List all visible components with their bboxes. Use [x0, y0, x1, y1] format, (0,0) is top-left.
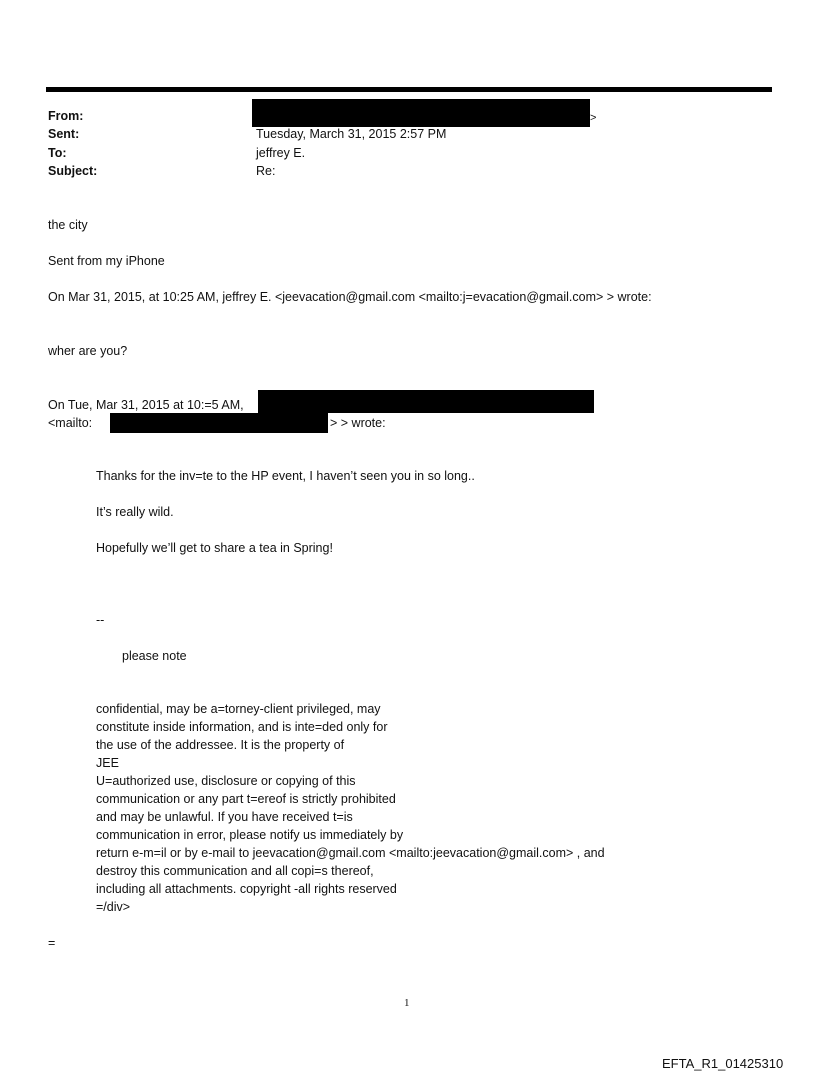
- disclaimer-line: constitute inside information, and is inte=ded only for: [96, 720, 388, 734]
- redaction-from: [252, 99, 590, 127]
- quote1-text: wher are you?: [48, 344, 128, 358]
- header-rule: [46, 87, 772, 92]
- quote1-header: On Mar 31, 2015, at 10:25 AM, jeffrey E. <jeevacation@gmail.com <mailto:j=evacation@gmail.com> > wrote:: [48, 290, 652, 304]
- sent-value: Tuesday, March 31, 2015 2:57 PM: [256, 127, 447, 141]
- disclaimer-line: JEE: [96, 756, 119, 770]
- quote2-header-b-suffix: > > wrote:: [330, 416, 386, 430]
- message-line-3: Hopefully we’ll get to share a tea in Spring!: [96, 541, 333, 555]
- body-line-1: the city: [48, 218, 88, 232]
- trailing-equals: =: [48, 936, 56, 950]
- document-id: EFTA_R1_01425310: [662, 1056, 784, 1071]
- disclaimer-line: including all attachments. copyright -all rights reserved: [96, 882, 397, 896]
- disclaimer-line: communication in error, please notify us immediately by: [96, 828, 404, 842]
- redaction-quote2-b: [110, 413, 328, 433]
- from-label: From:: [48, 109, 84, 123]
- to-value: jeffrey E.: [256, 146, 306, 160]
- message-line-1: Thanks for the inv=te to the HP event, I haven’t seen you in so long..: [96, 469, 475, 483]
- disclaimer-block: [96, 700, 605, 916]
- to-label: To:: [48, 146, 67, 160]
- body-line-2: Sent from my iPhone: [48, 254, 165, 268]
- subject-value: Re:: [256, 164, 276, 178]
- message-line-2: It’s really wild.: [96, 505, 174, 519]
- disclaimer-line: confidential, may be a=torney-client privileged, may: [96, 702, 381, 716]
- from-value-tail: >: [590, 112, 597, 124]
- disclaimer-line: =/div>: [96, 900, 131, 914]
- quote2-header-a: On Tue, Mar 31, 2015 at 10:=5 AM,: [48, 398, 244, 412]
- quote2-header-b-prefix: <mailto:: [48, 416, 93, 430]
- sent-label: Sent:: [48, 127, 80, 141]
- redaction-quote2-a: [258, 390, 594, 413]
- disclaimer-line: U=authorized use, disclosure or copying of this: [96, 774, 356, 788]
- subject-label: Subject:: [48, 164, 98, 178]
- signature-dash: --: [96, 613, 105, 627]
- disclaimer-line: return e-m=il or by e-mail to jeevacation@gmail.com <mailto:jeevacation@gmail.com> , and: [96, 846, 605, 860]
- page-number: 1: [404, 997, 410, 1009]
- disclaimer-line: destroy this communication and all copi=s thereof,: [96, 864, 374, 878]
- disclaimer-line: communication or any part t=ereof is strictly prohibited: [96, 792, 396, 806]
- disclaimer-line: and may be unlawful. If you have received t=is: [96, 810, 353, 824]
- disclaimer-line: the use of the addressee. It is the property of: [96, 738, 345, 752]
- please-note: please note: [122, 649, 187, 663]
